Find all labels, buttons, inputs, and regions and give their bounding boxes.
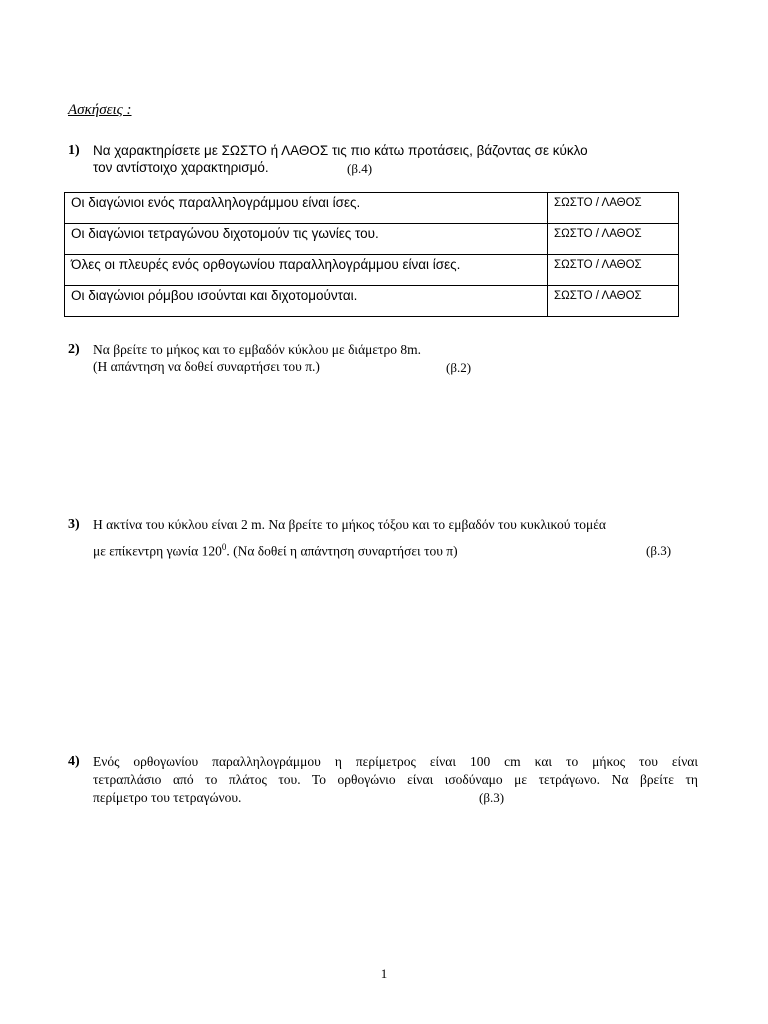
true-false-table (64, 192, 679, 317)
q1-text-line1: Να χαρακτηρίσετε με ΣΩΣΤΟ ή ΛΑΘΟΣ τις πιο κάτω προτάσεις, βάζοντας σε κύκλο (93, 143, 588, 158)
statement-cell: Οι διαγώνιοι ενός παραλληλογράμμου είναι ίσες. (65, 193, 548, 224)
answer-cell[interactable]: ΣΩΣΤΟ / ΛΑΘΟΣ (548, 286, 679, 317)
q4-text-line3: περίμετρο του τετραγώνου. (93, 790, 242, 805)
q4-points: (β.3) (479, 790, 505, 805)
q4-text-line2: τετραπλάσιο από το πλάτος του. Το ορθογώνιο είναι ισοδύναμο με τετράγωνο. Να βρείτε τη (93, 772, 698, 787)
q3-points: (β.3) (646, 543, 672, 558)
statement-cell: Οι διαγώνιοι ρόμβου ισούνται και διχοτομούνται. (65, 286, 548, 317)
q1-points: (β.4) (347, 161, 373, 176)
q2-text-line1: Να βρείτε το μήκος και το εμβαδόν κύκλου με διάμετρο 8m. (93, 342, 421, 357)
answer-cell[interactable]: ΣΩΣΤΟ / ΛΑΘΟΣ (548, 255, 679, 286)
page-heading: Ασκήσεις : (68, 102, 132, 118)
q3-text-post: . (Να δοθεί η απάντηση συναρτήσει του π) (226, 543, 458, 559)
q1-number: 1) (68, 143, 80, 158)
q2-number: 2) (68, 342, 80, 357)
q3-text-line1: Η ακτίνα του κύκλου είναι 2 m. Να βρείτε το μήκος τόξου και το εμβαδόν του κυκλικού τομέα (93, 517, 607, 532)
q1-text-line2: τον αντίστοιχο χαρακτηρισμό. (93, 160, 269, 175)
table-row (65, 193, 679, 224)
table-row (65, 255, 679, 286)
answer-cell[interactable]: ΣΩΣΤΟ / ΛΑΘΟΣ (548, 224, 679, 255)
q2-text-line2: (Η απάντηση να δοθεί συναρτήσει του π.) (93, 359, 320, 374)
answer-cell[interactable]: ΣΩΣΤΟ / ΛΑΘΟΣ (548, 193, 679, 224)
q3-degree-sup: 0 (221, 542, 227, 552)
table-row (65, 286, 679, 317)
q4-text-line1: Ενός ορθογωνίου παραλληλογράμμου η περίμετρος είναι 100 cm και το μήκος του είναι (93, 754, 698, 769)
q4-number: 4) (68, 754, 80, 769)
table-row (65, 224, 679, 255)
q2-points: (β.2) (446, 360, 472, 375)
q3-text-pre: με επίκεντρη γωνία 120 (93, 543, 222, 559)
page-number: 1 (380, 966, 388, 981)
q3-text-line2 (93, 542, 458, 560)
statement-cell: Όλες οι πλευρές ενός ορθογωνίου παραλληλογράμμου είναι ίσες. (65, 255, 548, 286)
statement-cell: Οι διαγώνιοι τετραγώνου διχοτομούν τις γωνίες του. (65, 224, 548, 255)
q3-number: 3) (68, 517, 80, 532)
